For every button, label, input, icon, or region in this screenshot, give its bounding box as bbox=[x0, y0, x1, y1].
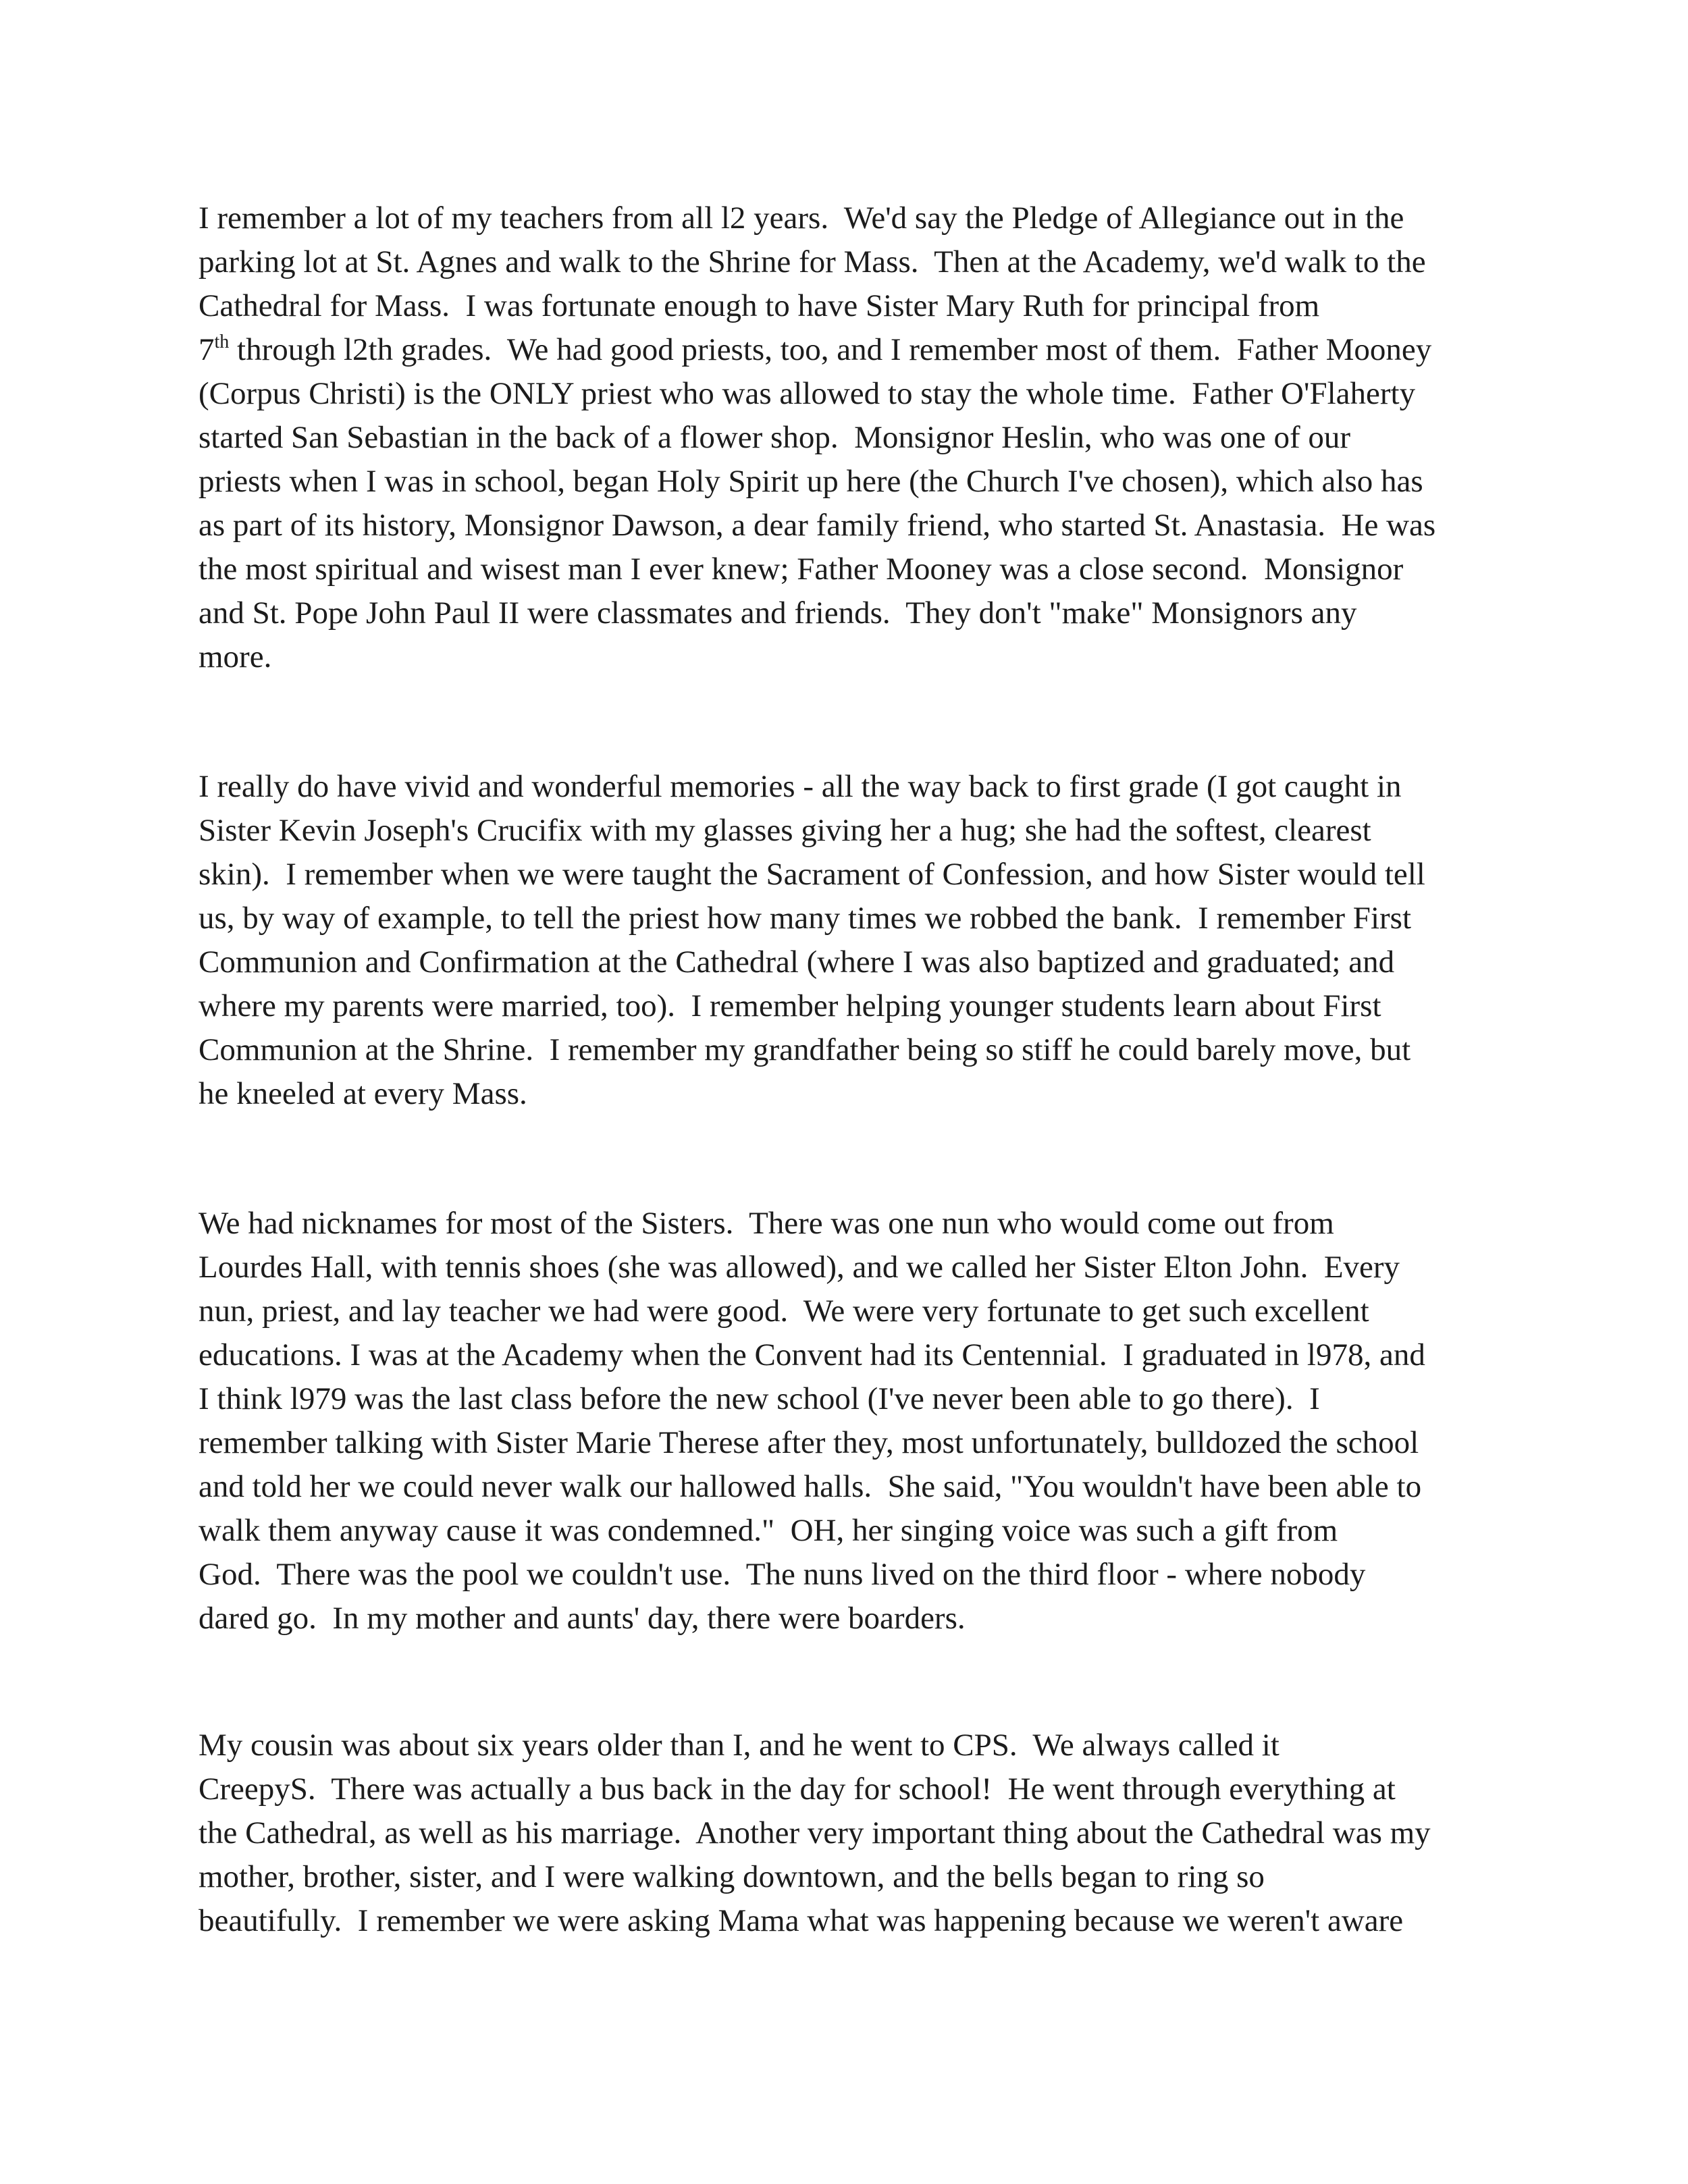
text-line: parking lot at St. Agnes and walk to the Shrine for Mass. Then at the Academy, we'd walk to the bbox=[199, 244, 1426, 279]
text-line: beautifully. I remember we were asking Mama what was happening because we weren't aware bbox=[199, 1903, 1404, 1938]
text-line: the most spiritual and wisest man I ever knew; Father Mooney was a close second. Monsignor bbox=[199, 552, 1404, 587]
text-line: Communion at the Shrine. I remember my grandfather being so stiff he could barely move, but bbox=[199, 1032, 1411, 1067]
text-line-with-superscript bbox=[199, 328, 1522, 372]
text-line: God. There was the pool we couldn't use. The nuns lived on the third floor - where nobody bbox=[199, 1557, 1366, 1592]
text-line: I really do have vivid and wonderful memories - all the way back to first grade (I got caught in bbox=[199, 769, 1402, 804]
text-line: mother, brother, sister, and I were walking downtown, and the bells began to ring so bbox=[199, 1859, 1265, 1894]
text-line: and St. Pope John Paul II were classmates and friends. They don't "make" Monsignors any bbox=[199, 595, 1357, 631]
text-line: (Corpus Christi) is the ONLY priest who was allowed to stay the whole time. Father O'Flaherty bbox=[199, 376, 1416, 411]
text-line: My cousin was about six years older than I, and he went to CPS. We always called it bbox=[199, 1728, 1280, 1763]
text-line: Sister Kevin Joseph's Crucifix with my glasses giving her a hug; she had the softest, clearest bbox=[199, 813, 1371, 848]
text-line: educations. I was at the Academy when the Convent had its Centennial. I graduated in l978, and bbox=[199, 1337, 1425, 1373]
paragraph-memories bbox=[199, 765, 1522, 1116]
text-line: Lourdes Hall, with tennis shoes (she was allowed), and we called her Sister Elton John. Every bbox=[199, 1250, 1400, 1285]
text-line: dared go. In my mother and aunts' day, there were boarders. bbox=[199, 1601, 966, 1636]
text-line: We had nicknames for most of the Sisters. There was one nun who would come out from bbox=[199, 1206, 1334, 1241]
text-line: Cathedral for Mass. I was fortunate enough to have Sister Mary Ruth for principal from bbox=[199, 288, 1320, 323]
text-line: the Cathedral, as well as his marriage. Another very important thing about the Cathedral was my bbox=[199, 1815, 1431, 1850]
text-line: walk them anyway cause it was condemned." OH, her singing voice was such a gift from bbox=[199, 1513, 1338, 1548]
ordinal-suffix: th bbox=[214, 331, 230, 352]
text-line: I think l979 was the last class before the new school (I've never been able to go there). I bbox=[199, 1381, 1320, 1416]
text-line: nun, priest, and lay teacher we had were good. We were very fortunate to get such excellent bbox=[199, 1294, 1369, 1329]
text-line: priests when I was in school, began Holy Spirit up here (the Church I've chosen), which also has bbox=[199, 464, 1423, 499]
text-line: he kneeled at every Mass. bbox=[199, 1076, 527, 1111]
text-line: skin). I remember when we were taught the Sacrament of Confession, and how Sister would tell bbox=[199, 857, 1425, 892]
line-remainder: through l2th grades. We had good priests, too, and I remember most of them. Father Mooney bbox=[229, 332, 1432, 367]
paragraph-nicknames bbox=[199, 1202, 1522, 1641]
text-line: remember talking with Sister Marie Therese after they, most unfortunately, bulldozed the school bbox=[199, 1425, 1419, 1460]
paragraph-teachers bbox=[199, 196, 1522, 679]
paragraph-cousin bbox=[199, 1724, 1522, 1943]
text-line: and told her we could never walk our hallowed halls. She said, "You wouldn't have been able to bbox=[199, 1469, 1422, 1504]
text-line: where my parents were married, too). I remember helping younger students learn about First bbox=[199, 988, 1381, 1023]
text-line: CreepyS. There was actually a bus back in the day for school! He went through everything at bbox=[199, 1772, 1396, 1807]
text-line: started San Sebastian in the back of a flower shop. Monsignor Heslin, who was one of our bbox=[199, 420, 1351, 455]
text-line: as part of its history, Monsignor Dawson, a dear family friend, who started St. Anastasia. He was bbox=[199, 508, 1436, 543]
text-line: I remember a lot of my teachers from all l2 years. We'd say the Pledge of Allegiance out in the bbox=[199, 201, 1404, 236]
text-line: us, by way of example, to tell the priest how many times we robbed the bank. I remember First bbox=[199, 901, 1412, 936]
text-line: more. bbox=[199, 639, 272, 674]
ordinal-number: 7 bbox=[199, 332, 215, 367]
text-line: Communion and Confirmation at the Cathedral (where I was also baptized and graduated; and bbox=[199, 944, 1395, 980]
